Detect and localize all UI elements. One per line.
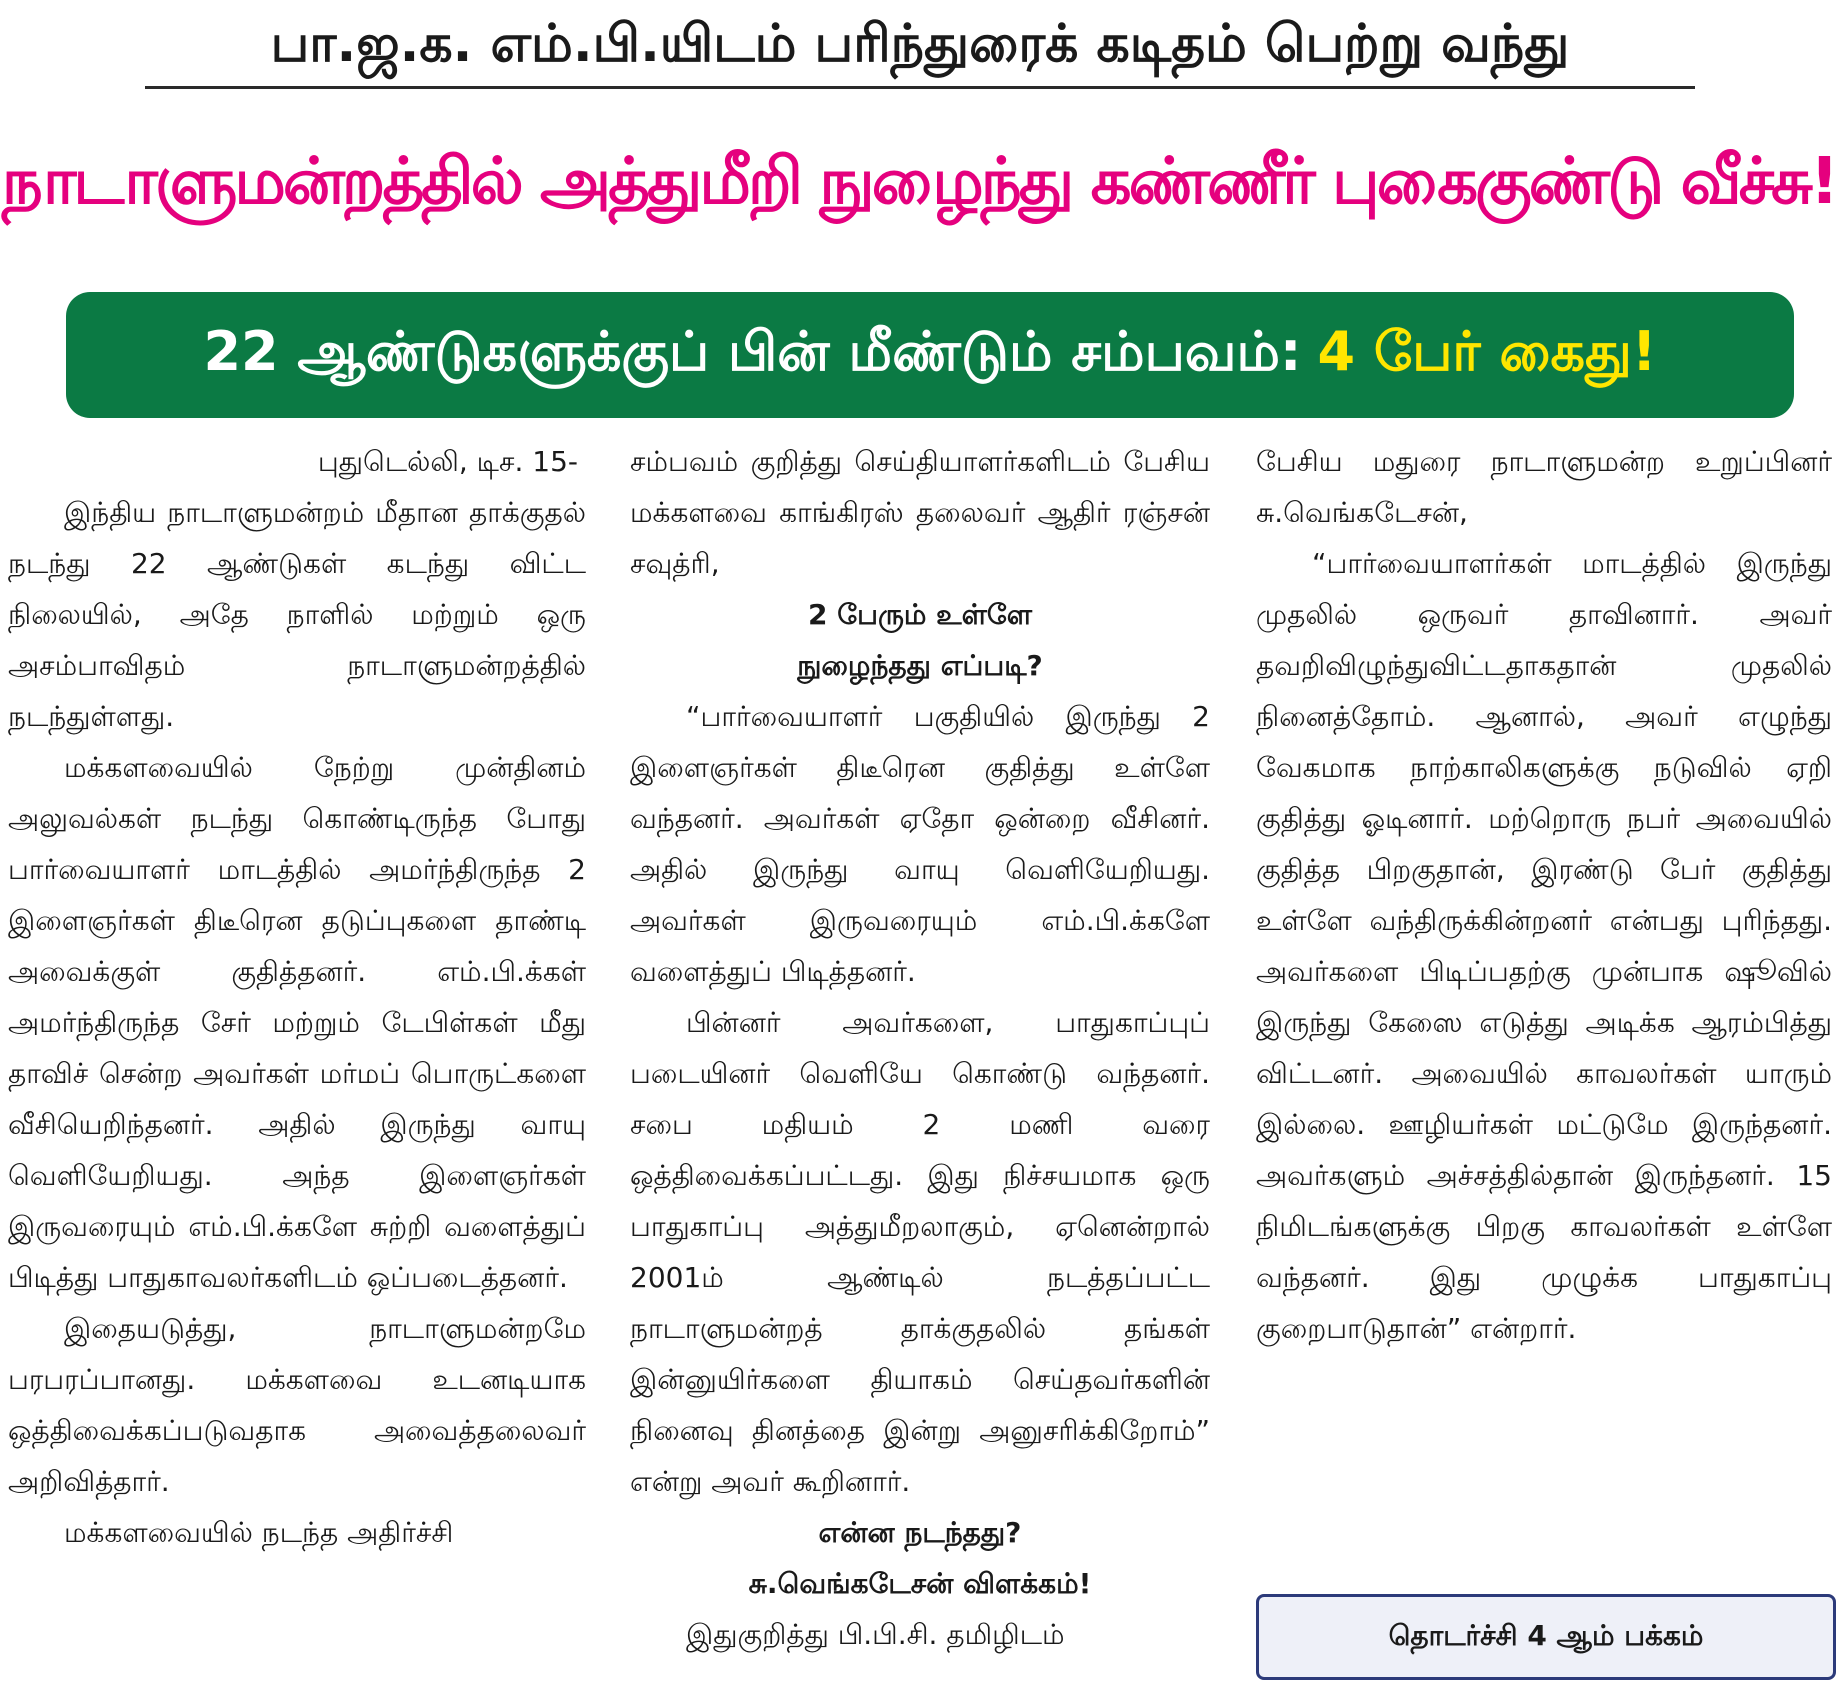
paragraph: பேசிய மதுரை நாடாளுமன்ற உறுப்பினர் சு.வெங்கடேசன், [1256, 445, 1832, 529]
kicker-divider [145, 86, 1695, 89]
paragraph: பின்னர் அவர்களை, பாதுகாப்புப் படையினர் வெளியே கொண்டு வந்தனர். சபை மதியம் 2 மணி வரை ஒத்திவைக்கப்பட்டது. இது நிச்சயமாக ஒரு பாதுகாப்பு அத்துமீறலாகும், ஏனென்றால் 2001ம் ஆண்டில் நடத்தப்பட்ட நாடாளுமன்றத் தாக்குதலில் தங்கள் இன்னுயிர்களை தியாகம் செய்தவர்களின் நினைவு தினத்தை இன்று அனுசரிக்கிறோம்” என்று அவர் கூறினார். [630, 1006, 1210, 1498]
paragraph: இந்திய நாடாளுமன்றம் மீதான தாக்குதல் நடந்து 22 ஆண்டுகள் கடந்து விட்ட நிலையில், அதே நாளில் மற்றும் ஒரு அசம்பாவிதம் நாடாளுமன்றத்தில் நடந்துள்ளது. [8, 496, 586, 733]
subheadline-banner [66, 292, 1794, 418]
paragraph: “பார்வையாளர்கள் மாடத்தில் இருந்து முதலில் ஒருவர் தாவினார். அவர் தவறிவிழுந்துவிட்டதாகதான் முதலில் நினைத்தோம். ஆனால், அவர் எழுந்து வேகமாக நாற்காலிகளுக்கு நடுவில் ஏறி குதித்து ஓடினார். மற்றொரு நபர் அவையில் குதித்த பிறகுதான், இரண்டு பேர் குதித்து உள்ளே வந்திருக்கின்றனர் என்பது புரிந்தது. அவர்களை பிடிப்பதற்கு முன்பாக ஷூவில் இருந்து கேஸை எடுத்து அடிக்க ஆரம்பித்து விட்டனர். அவையில் காவலர்கள் யாரும் இல்லை. ஊழியர்கள் மட்டுமே இருந்தனர். அவர்களும் அச்சத்தில்தான் இருந்தனர். 15 நிமிடங்களுக்கு பிறகு காவலர்கள் உள்ளே வந்தனர். இது முழுக்க பாதுகாப்பு குறைபாடுதான்” என்றார். [1256, 547, 1832, 1345]
kicker-headline: பா.ஜ.க. எம்.பி.யிடம் பரிந்துரைக் கடிதம் பெற்று வந்து [270, 14, 1570, 74]
article-body [0, 436, 1838, 1686]
continued-on-page-box [1256, 1594, 1836, 1680]
subhead-line: 2 பேரும் உள்ளே [808, 598, 1032, 631]
article-column-1 [8, 436, 586, 1558]
paragraph: இதுகுறித்து பி.பி.சி. தமிழிடம் [686, 1618, 1065, 1651]
paragraph: சம்பவம் குறித்து செய்தியாளர்களிடம் பேசிய மக்களவை காங்கிரஸ் தலைவர் ஆதிர் ரஞ்சன் சவுத்ரி, [630, 445, 1210, 580]
article-column-3 [1256, 436, 1832, 1354]
paragraph: மக்களவையில் நடந்த அதிர்ச்சி [64, 1516, 454, 1549]
subhead-line: என்ன நடந்தது? [818, 1516, 1022, 1549]
main-headline: நாடாளுமன்றத்தில் அத்துமீறி நுழைந்து கண்ணீர் புகைகுண்டு வீச்சு! [1, 145, 1837, 219]
article-column-2 [630, 436, 1210, 1660]
subhead-line: சு.வெங்கடேசன் விளக்கம்! [748, 1567, 1092, 1600]
continued-label: தொடர்ச்சி 4 ஆம் பக்கம் [1388, 1618, 1704, 1652]
paragraph: மக்களவையில் நேற்று முன்தினம் அலுவல்கள் நடந்து கொண்டிருந்த போது பார்வையாளர் மாடத்தில் அமர்ந்திருந்த 2 இளைஞர்கள் திடீரென தடுப்புகளை தாண்டி அவைக்குள் குதித்தனர். எம்.பி.க்கள் அமர்ந்திருந்த சேர் மற்றும் டேபிள்கள் மீது தாவிச் சென்ற அவர்கள் மர்மப் பொருட்களை வீசியெறிந்தனர். அதில் இருந்து வாயு வெளியேறியது. அந்த இளைஞர்கள் இருவரையும் எம்.பி.க்களே சுற்றி வளைத்துப் பிடித்து பாதுகாவலர்களிடம் ஒப்படைத்தனர். [8, 751, 586, 1294]
dateline: புதுடெல்லி, டிச. 15- [317, 445, 578, 478]
paragraph: இதையடுத்து, நாடாளுமன்றமே பரபரப்பானது. மக்களவை உடனடியாக ஒத்திவைக்கப்படுவதாக அவைத்தலைவர் அறிவித்தார். [8, 1312, 586, 1498]
paragraph: “பார்வையாளர் பகுதியில் இருந்து 2 இளைஞர்கள் திடீரென குதித்து உள்ளே வந்தனர். அவர்கள் ஏதோ ஒன்றை வீசினர். அதில் இருந்து வாயு வெளியேறியது. அவர்கள் இருவரையும் எம்.பி.க்களே வளைத்துப் பிடித்தனர். [630, 700, 1210, 988]
subheadline-highlight: 4 பேர் கைது! [1317, 319, 1657, 383]
subhead-line: நுழைந்தது எப்படி? [797, 649, 1043, 682]
subheadline-text: 22 ஆண்டுகளுக்குப் பின் மீண்டும் சம்பவம்: [203, 319, 1302, 383]
